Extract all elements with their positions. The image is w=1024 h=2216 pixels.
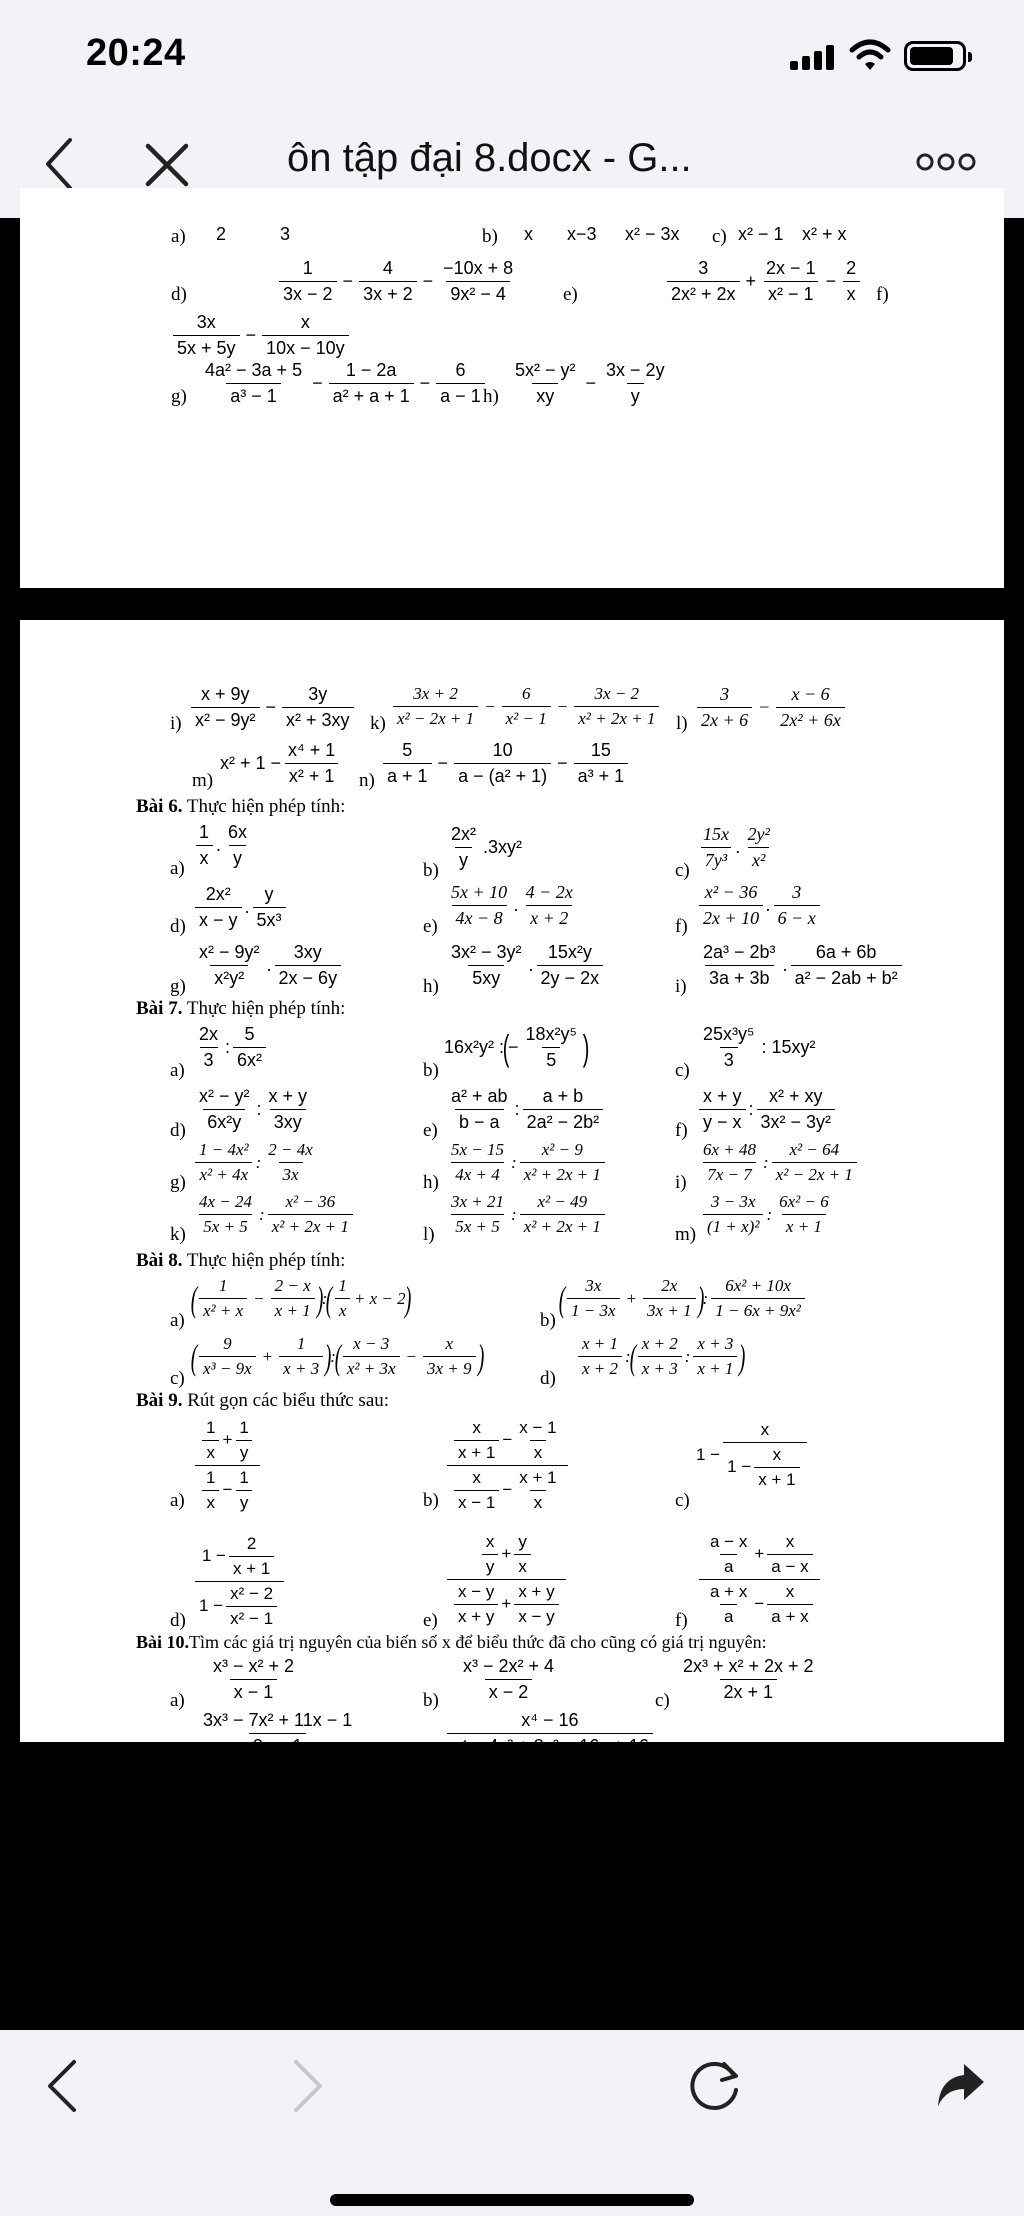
item-label: k) xyxy=(370,713,386,734)
item-label: f) xyxy=(675,1120,688,1141)
exercise-heading-8: Bài 8. Thực hiện phép tính: xyxy=(136,1250,346,1271)
item-label: b) xyxy=(423,1690,439,1711)
math-term: x² − 1 xyxy=(738,224,784,244)
item-label: l) xyxy=(423,1224,435,1245)
math-9d: 1 − $\frac{2}{x + 1}$ 1 − $\frac{\text{x² − 2}}{\text{x² − 1}}$ xyxy=(192,1534,287,1629)
reload-icon[interactable] xyxy=(686,2056,744,2114)
math-7d: $\frac{\text{x² − y²}}{\text{6x²y}}$ : $\frac{x + y}{3xy}$ xyxy=(199,1086,308,1132)
item-label: b) xyxy=(423,860,439,881)
item-label: a) xyxy=(170,1310,185,1331)
math-6a: $\frac{1}{x}$ . $\frac{6x}{y}$ xyxy=(192,822,254,869)
item-label: k) xyxy=(170,1224,186,1245)
item-label: c) xyxy=(675,1060,690,1081)
math-term: x² − 3x xyxy=(625,224,680,244)
item-label: l) xyxy=(676,713,688,734)
math-expression-g: $\frac{\text{4a² − 3a + 5}}{\text{a³ − 1}}$ − $\frac{1 - 2a}{\text{a² + a + 1}}$ − $\frac{6}{a - 1}$ xyxy=(198,360,488,407)
forward-icon[interactable] xyxy=(290,2058,326,2114)
wifi-icon xyxy=(850,38,890,72)
cellular-signal-icon xyxy=(790,44,838,70)
math-expression-d: $\frac{1}{3x - 2}$ − $\frac{4}{3x + 2}$ − $\frac{-10x + 8}{\text{9x² − 4}}$ xyxy=(276,258,520,305)
math-6i: $\frac{\text{2a³ − 2b³}}{3a + 3b}$ . $\frac{6a + 6b}{\text{a² − 2ab + b²}}$ xyxy=(696,942,905,989)
math-expression-k: $\frac{3x + 2}{\text{x² − 2x + 1}}$ − $\frac{6}{\text{x² − 1}}$ − $\frac{3x - 2}{\text{x² + 2x + 1}}$ xyxy=(390,684,662,729)
math-6h: $\frac{\text{3x² − 3y²}}{5xy}$ . $\frac{\text{15x²y}}{2y - 2x}$ xyxy=(444,942,606,989)
math-expression-h: $\frac{\text{5x² − y²}}{xy}$ − $\frac{3x - 2y}{y}$ xyxy=(515,360,665,406)
math-term: x xyxy=(524,224,533,244)
share-arrow-icon[interactable] xyxy=(934,2060,986,2110)
document-page-2 xyxy=(20,620,1004,1765)
math-9c: 1 − x 1 − $\frac{x}{x + 1}$ xyxy=(696,1420,810,1490)
item-label: a) xyxy=(170,1690,185,1711)
math-term: 2 xyxy=(216,224,227,244)
item-label: m) xyxy=(675,1224,697,1245)
document-viewer[interactable] xyxy=(0,218,1024,2030)
math-9e: $\frac{x}{y}$ + $\frac{y}{x}$ $\frac{x - y}{x + y}$ + $\frac{x + y}{x - y}$ xyxy=(444,1532,569,1627)
math-6f: $\frac{\text{x² − 36}}{2x + 10}$ . $\frac{3}{6 - x}$ xyxy=(696,882,823,929)
exercise-heading-7: Bài 7. Thực hiện phép tính: xyxy=(136,998,346,1019)
item-label: c) xyxy=(675,1490,690,1511)
item-label: b) xyxy=(423,1060,439,1081)
math-term: 3 xyxy=(280,224,291,244)
math-10a: $\frac{\text{x³ − x² + 2}}{x - 1}$ xyxy=(213,1656,295,1702)
math-expression-i: $\frac{x + 9y}{\text{x² − 9y²}}$ − $\frac{3y}{\text{x² + 3xy}}$ xyxy=(188,684,357,731)
exercise-heading-10: Bài 10.Tìm các giá trị nguyên của biến số x để biểu thức đã cho cũng có giá trị nguyên: xyxy=(136,1632,767,1652)
math-term: x² + x xyxy=(802,224,847,244)
math-8a: ( $\frac{1}{\text{x² + x}}$ − $\frac{2 - x}{x + 1}$ ) : ( $\frac{1}{x}$ + x − 2 ) xyxy=(190,1276,411,1320)
math-7e: $\frac{\text{a² + ab}}{b - a}$ : $\frac{a + b}{\text{2a² − 2b²}}$ xyxy=(444,1086,606,1133)
item-label: i) xyxy=(675,1172,687,1193)
item-label: i) xyxy=(170,713,182,734)
close-icon[interactable] xyxy=(142,140,192,190)
item-label: f) xyxy=(876,284,889,305)
item-label: g) xyxy=(171,386,187,407)
item-label: h) xyxy=(483,386,499,407)
battery-icon xyxy=(904,41,966,71)
math-7f: $\frac{x + y}{y - x}$ : $\frac{\text{x² + xy}}{\text{3x² − 3y²}}$ xyxy=(696,1086,838,1133)
math-expression-f: $\frac{3x}{5x + 5y}$ − $\frac{x}{10x - 10y}$ xyxy=(170,312,352,359)
math-7l: $\frac{3x + 21}{5x + 5}$ : $\frac{\text{x² − 49}}{\text{x² + 2x + 1}}$ xyxy=(444,1192,608,1237)
item-label: c) xyxy=(170,1368,185,1389)
document-title: ôn tập đại 8.docx - G... xyxy=(287,136,692,180)
math-7a: $\frac{2x}{3}$ : $\frac{5}{\text{6x²}}$ xyxy=(192,1024,269,1071)
item-label: n) xyxy=(359,770,375,791)
math-6c: $\frac{15x}{\text{7y³}}$ . $\frac{\text{2y²}}{\text{x²}}$ xyxy=(696,824,777,871)
item-label: b) xyxy=(540,1310,556,1331)
document-page-1 xyxy=(20,188,1004,588)
math-10d: $\frac{\text{3x³ − 7x² + 11x − 1}}{3x - 1}$ xyxy=(203,1710,353,1756)
math-7k: $\frac{4x - 24}{5x + 5}$ : $\frac{\text{x² − 36}}{\text{x² + 2x + 1}}$ xyxy=(192,1192,356,1237)
item-label: g) xyxy=(170,1172,186,1193)
item-label: i) xyxy=(675,976,687,997)
status-bar xyxy=(0,0,1024,110)
item-label: c) xyxy=(655,1690,670,1711)
item-label: e) xyxy=(423,916,438,937)
item-label: h) xyxy=(423,976,439,997)
item-label: d) xyxy=(540,1368,556,1389)
item-label: f) xyxy=(675,1610,688,1631)
item-label: a) xyxy=(170,858,185,879)
math-7g: $\frac{\text{1 − 4x²}}{\text{x² + 4x}}$ : $\frac{2 - 4x}{3x}$ xyxy=(192,1140,320,1185)
math-6b: $\frac{\text{2x²}}{y}$ .3xy² xyxy=(451,824,523,870)
item-label: e) xyxy=(563,284,578,305)
item-label: c) xyxy=(712,226,727,247)
exercise-heading-6: Bài 6. Thực hiện phép tính: xyxy=(136,796,346,817)
math-9f: $\frac{a - x}{a}$ + $\frac{x}{a - x}$ $\frac{a + x}{a}$ − $\frac{x}{a + x}$ xyxy=(696,1532,823,1627)
math-7m: $\frac{3 - 3x}{\text{(1 + x)²}}$ : $\frac{\text{6x² − 6}}{x + 1}$ xyxy=(700,1192,836,1237)
math-6d: $\frac{\text{2x²}}{x - y}$ . $\frac{y}{\text{5x³}}$ xyxy=(192,884,289,931)
item-label: c) xyxy=(675,860,690,881)
item-label: f) xyxy=(675,916,688,937)
item-label: h) xyxy=(423,1172,439,1193)
math-9a: $\frac{1}{x}$ + $\frac{1}{y}$ $\frac{1}{x}$ − $\frac{1}{y}$ xyxy=(192,1418,263,1513)
item-label: m) xyxy=(192,770,214,791)
item-label: e) xyxy=(423,1744,438,1765)
math-8c: ( $\frac{9}{\text{x³ − 9x}}$ + $\frac{1}{x + 3}$ ) : ( $\frac{x - 3}{\text{x² + 3x}}$ − $\frac{x}{3x + 9}$ ) xyxy=(190,1334,484,1378)
more-options-icon[interactable] xyxy=(916,150,976,174)
item-label: d) xyxy=(170,1744,186,1765)
item-label: d) xyxy=(170,1120,186,1141)
math-expression-l: $\frac{3}{2x + 6}$ − $\frac{x - 6}{\text{2x² + 6x}}$ xyxy=(694,684,848,731)
item-label: a) xyxy=(170,1490,185,1511)
exercise-heading-9: Bài 9. Rút gọn các biểu thức sau: xyxy=(136,1390,390,1411)
item-label: d) xyxy=(170,916,186,937)
math-expression-m: x² + 1 − $\frac{\text{x⁴ + 1}}{\text{x² + 1}}$ xyxy=(220,740,342,787)
math-expression-e: $\frac{3}{\text{2x² + 2x}}$ + $\frac{2x - 1}{\text{x² − 1}}$ − $\frac{2}{x}$ xyxy=(664,258,863,305)
math-10c: $\frac{\text{2x³ + x² + 2x + 2}}{2x + 1}$ xyxy=(683,1656,814,1702)
bottom-toolbar xyxy=(0,2030,1024,2216)
item-label: e) xyxy=(423,1120,438,1141)
math-9b: $\frac{x}{x + 1}$ − $\frac{x - 1}{x}$ $\frac{x}{x - 1}$ − $\frac{x + 1}{x}$ xyxy=(444,1418,571,1513)
math-6g: $\frac{\text{x² − 9y²}}{\text{x²y²}}$ . $\frac{3xy}{2x - 6y}$ xyxy=(192,942,344,989)
status-clock: 20:24 xyxy=(86,32,186,74)
math-expression-n: $\frac{5}{a + 1}$ − $\frac{10}{\text{a − (a² + 1)}}$ − $\frac{15}{\text{a³ + 1}}$ xyxy=(380,740,631,787)
math-7b: 16x²y² : ( − $\frac{\text{18x²y⁵}}{5}$ ) xyxy=(444,1024,590,1070)
math-term: x−3 xyxy=(567,224,597,244)
back-icon[interactable] xyxy=(44,2058,80,2114)
item-label: d) xyxy=(171,284,187,305)
math-7c: $\frac{\text{25x³y⁵}}{3}$ : 15xy² xyxy=(703,1024,816,1070)
home-indicator xyxy=(330,2194,694,2206)
math-8d: $\frac{x + 1}{x + 2}$ : ( $\frac{x + 2}{x + 3}$ : $\frac{x + 3}{x + 1}$ ) xyxy=(575,1334,744,1379)
math-7i: $\frac{6x + 48}{7x - 7}$ : $\frac{\text{x² − 64}}{\text{x² − 2x + 1}}$ xyxy=(696,1140,860,1185)
item-label: a) xyxy=(170,1060,185,1081)
item-label: a) xyxy=(171,226,186,247)
item-label: b) xyxy=(482,226,498,247)
back-chevron-icon[interactable] xyxy=(40,134,80,194)
item-label: e) xyxy=(423,1610,438,1631)
math-8b: ( $\frac{3x}{1 - 3x}$ + $\frac{2x}{3x + 1}$ ) : $\frac{\text{6x² + 10x}}{\text{1 − 6x + 9x²}}$ xyxy=(560,1276,808,1321)
math-6e: $\frac{5x + 10}{4x - 8}$ . $\frac{4 - 2x}{x + 2}$ xyxy=(451,882,573,928)
item-label: d) xyxy=(170,1610,186,1631)
item-label: g) xyxy=(170,976,186,997)
item-label: b) xyxy=(423,1490,439,1511)
math-10b: $\frac{\text{x³ − 2x² + 4}}{x - 2}$ xyxy=(463,1656,555,1702)
math-7h: $\frac{5x - 15}{4x + 4}$ : $\frac{\text{x² − 9}}{\text{x² + 2x + 1}}$ xyxy=(444,1140,608,1185)
math-10e: $\frac{\text{x⁴ − 16}}{\text{x⁴ − 4x³ + 8x² − 16x + 16}}$ xyxy=(444,1710,656,1757)
